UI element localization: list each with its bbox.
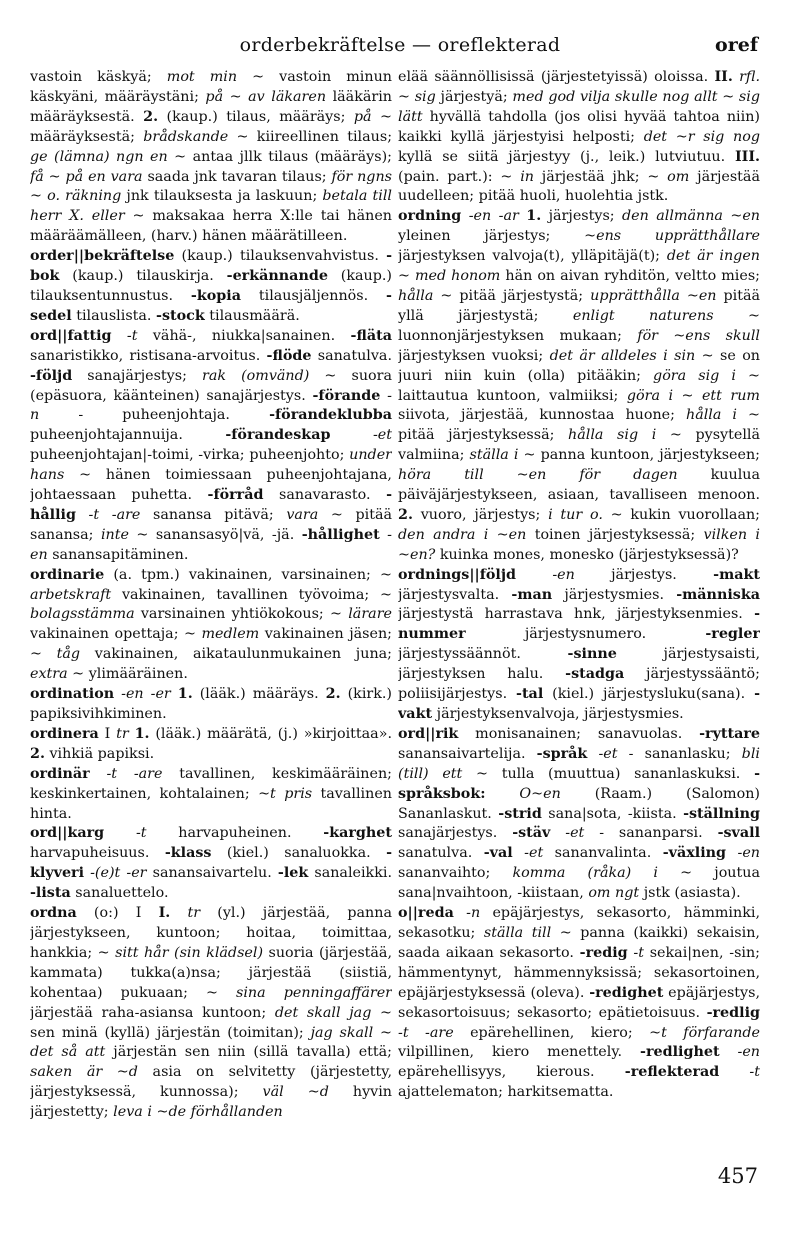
dictionary-entry bbox=[398, 904, 760, 1103]
italic-text: ställa i ~ bbox=[469, 447, 536, 464]
entry-text: järjestää jhk; bbox=[533, 168, 648, 185]
headword: ord||rik bbox=[398, 725, 459, 742]
italic-text: -en bbox=[30, 526, 392, 563]
entry-text: sana|sota, -kiista. bbox=[541, 805, 684, 822]
headword: -nummer bbox=[398, 606, 760, 643]
headword: III. bbox=[734, 148, 760, 165]
italic-text: hålla sig i ~ bbox=[568, 427, 682, 444]
italic-text: det ~r sig nog bbox=[643, 128, 760, 145]
entry-text: tilausjäljennös. bbox=[241, 287, 387, 304]
headword: -redlighet bbox=[640, 1044, 720, 1061]
headword: ordning bbox=[398, 208, 462, 225]
entry-text: (lääk.) määrätä, (j.) »kirjoittaa». bbox=[149, 725, 392, 742]
headword: -vakt bbox=[398, 686, 760, 722]
entry-text: vastoin minun käskyäni, määräystäni; bbox=[30, 69, 392, 105]
entry-text: (kaup.) tilauksenvahvistus. bbox=[174, 248, 387, 265]
entry-text: vakinainen, aikataulunmukainen juna; bbox=[80, 646, 392, 663]
entry-text: sekai|nen, -sin; hämmentynyt, hämmennyksissä; sekasortoinen, epäjärjestyksessä (oleva). bbox=[398, 944, 760, 1001]
headword: -stock bbox=[156, 307, 205, 324]
entry-text: panna kuntoon, järjestykseen; bbox=[535, 447, 760, 464]
entry-text: järjestysmies. bbox=[552, 586, 677, 603]
italic-text: -(e)t -er bbox=[84, 865, 147, 882]
headword: -ryttare bbox=[699, 725, 760, 742]
italic-text: om ngt bbox=[588, 885, 640, 902]
italic-text: för ngns ~ o. räkning bbox=[30, 168, 392, 205]
entry-text bbox=[170, 905, 187, 921]
italic-text: tr bbox=[116, 725, 129, 742]
italic-text: -t -are bbox=[89, 765, 163, 782]
italic-text: O~en bbox=[519, 785, 561, 802]
italic-text: väl ~d bbox=[262, 1084, 329, 1101]
entry-text: epäjärjestys, sekasorto, hämminki, sekasotku; bbox=[398, 905, 760, 941]
headword: -förandeskap bbox=[225, 427, 331, 444]
entry-text: sanansaivartelija. bbox=[398, 745, 537, 762]
entry-text: kyllä se siitä järjestyy (j., leik.) lutviutuu. bbox=[398, 148, 735, 165]
italic-text: brådskande ~ bbox=[143, 128, 249, 145]
italic-text: -et bbox=[330, 427, 392, 444]
entry-text: (a. tpm.) vakinainen, varsinainen; bbox=[104, 566, 381, 583]
italic-text: på ~ av läkaren bbox=[205, 88, 327, 105]
entry-text: monisanainen; sanavuolas. bbox=[458, 725, 700, 742]
italic-text: saken är ~d bbox=[30, 1064, 138, 1081]
headword: -sedel bbox=[30, 287, 392, 324]
page-header bbox=[0, 34, 800, 64]
italic-text: ~ sig bbox=[398, 88, 436, 105]
entry-text: tilauslista. bbox=[71, 307, 157, 324]
entry-text: saada jnk tavaran tilaus; bbox=[142, 168, 332, 185]
italic-text: -t bbox=[627, 944, 644, 961]
italic-text: -n bbox=[30, 387, 392, 424]
entry-text: vakinainen, tavallinen työvoima; bbox=[111, 586, 381, 603]
italic-text: det skall jag ~ bbox=[274, 1004, 392, 1021]
entry-text: tavallinen hinta. bbox=[30, 785, 392, 822]
italic-text: inte ~ bbox=[100, 526, 149, 543]
headword: -förande bbox=[312, 387, 381, 404]
entry-text: jstk (asiasta). bbox=[639, 885, 741, 902]
entry-text: kuulua päiväjärjestykseen, asiaan, tavalliseen menoon. bbox=[398, 467, 760, 504]
entry-text: (kirk.) papiksivihkiminen. bbox=[30, 686, 392, 722]
italic-text: göra sig i ~ bbox=[653, 367, 760, 384]
entry-text: järjestysaisti, järjestyksen halu. bbox=[398, 646, 760, 683]
entry-text: panna (kaikki) sekaisin, saada aikaan sekasorto. bbox=[398, 924, 760, 961]
headword: -kopia bbox=[190, 287, 241, 304]
entry-text: - sananparsi. bbox=[584, 825, 718, 842]
entry-text: järjestyksen vuoksi; bbox=[398, 347, 550, 364]
italic-text: -et bbox=[550, 825, 585, 842]
headword: -språksbok: bbox=[398, 765, 760, 802]
entry-text: järjestystä harrastava hnk, järjestyksenmies. bbox=[398, 606, 755, 623]
dictionary-entry bbox=[30, 904, 392, 1123]
italic-text: upprätthålla ~en bbox=[590, 287, 717, 304]
headword: -man bbox=[511, 586, 553, 603]
italic-text: ~ arbetskraft bbox=[30, 566, 392, 603]
dictionary-entry bbox=[398, 207, 760, 565]
entry-text: se on juuri niin kuin (olla) pitääkin; bbox=[398, 347, 760, 384]
italic-text: ~ in bbox=[500, 168, 534, 185]
headword: -tal bbox=[516, 686, 544, 703]
italic-text: betala till herr X. eller ~ bbox=[30, 188, 392, 225]
entry-text: sanajärjestys; bbox=[72, 367, 202, 384]
italic-text: ~ bolagsstämma bbox=[30, 586, 392, 623]
headword: ord||fattig bbox=[30, 327, 112, 344]
entry-text: sen minä (kyllä) järjestän (toimitan); bbox=[30, 1024, 311, 1041]
entry-text: (kaup.) tilauskirja. bbox=[59, 268, 227, 285]
entry-text: vähä-, niukka|sanainen. bbox=[137, 327, 351, 344]
entry-text: (kiel.) järjestysluku(sana). bbox=[543, 686, 755, 703]
entry-text: harvapuheisuus. bbox=[30, 845, 165, 862]
entry-text: järjestysnumero. bbox=[465, 626, 706, 643]
entry-text: kukin vuorollaan; bbox=[622, 506, 760, 523]
dictionary-entry bbox=[30, 765, 392, 825]
headword: -fläta bbox=[350, 327, 392, 344]
page-number: 457 bbox=[717, 1164, 758, 1188]
entry-text: pitää järjestystä; bbox=[452, 287, 591, 304]
italic-text: bli (till) ett ~ bbox=[398, 745, 760, 782]
entry-text: järjestyksen valvoja(t), ylläpitäjä(t); bbox=[398, 248, 667, 265]
italic-text: komma (råka) i ~ bbox=[512, 865, 693, 882]
headword: -klass bbox=[164, 845, 212, 862]
italic-text: -t bbox=[719, 1064, 760, 1081]
headword: ordnings||följd bbox=[398, 566, 517, 583]
italic-text: -t bbox=[104, 825, 147, 842]
entry-text: luonnonjärjestyksen mukaan; bbox=[398, 327, 638, 344]
italic-text: ~ tåg bbox=[30, 646, 81, 663]
entry-text: sanatulva. bbox=[398, 845, 484, 862]
entry-text: varsinainen yhtiökokous; bbox=[134, 606, 330, 623]
dictionary-entry bbox=[30, 824, 392, 904]
italic-text: -t -are bbox=[75, 506, 141, 523]
entry-text: järjestyä; bbox=[435, 88, 513, 105]
entry-text: pitää yllä järjestystä; bbox=[398, 287, 760, 324]
italic-text: hålla i ~ bbox=[685, 407, 760, 424]
italic-text: extra ~ bbox=[30, 666, 85, 683]
headword: -stäv bbox=[512, 825, 551, 842]
italic-text: hålla ~ bbox=[398, 287, 453, 304]
italic-text: ~t pris bbox=[258, 785, 313, 802]
italic-text: rak (omvänd) ~ bbox=[201, 367, 337, 384]
italic-text: för ~ens skull bbox=[637, 327, 760, 344]
entry-text: hyvällä tahdolla (jos olisi hyvää tahtoa niin) kaikki kyllä järjestyisi helposti; bbox=[398, 108, 760, 145]
right-column bbox=[398, 68, 760, 1168]
headword: 1. bbox=[177, 686, 193, 703]
headword: -hållig bbox=[30, 487, 392, 523]
entry-text: siivota, järjestää, kunnostaa huone; bbox=[398, 407, 686, 424]
italic-text: jag skall ~ det så att bbox=[30, 1024, 392, 1061]
italic-text: det är ingen ~ med honom bbox=[398, 248, 760, 285]
entry-text: sanajärjestys. bbox=[398, 825, 513, 842]
italic-text: -en bbox=[719, 1044, 760, 1061]
entry-text: tulla (muuttua) sananlaskuksi. bbox=[488, 765, 755, 782]
italic-text: -t bbox=[111, 327, 138, 344]
entry-text: (kaup.) tilaus, määräys; bbox=[158, 108, 354, 125]
entry-text: (kaup.) tilauksentunnustus. bbox=[30, 268, 392, 304]
headword: -ställning bbox=[683, 805, 760, 822]
entry-text: asia on selvitetty (järjestetty, järjestyksessä, kunnossa); bbox=[30, 1064, 392, 1101]
entry-text: maksakaa herra X:lle tai hänen määräämälleen, (harv.) hänen määrätilleen. bbox=[30, 208, 392, 245]
italic-text: under hans ~ bbox=[30, 447, 392, 484]
headword: 2. bbox=[143, 108, 159, 125]
entry-text: järjestää raha-asiansa kuntoon; bbox=[30, 1004, 275, 1021]
italic-text: med god vilja skulle nog allt ~ sig lätt bbox=[398, 88, 760, 125]
headword: ord||karg bbox=[30, 825, 105, 842]
italic-text: tr bbox=[187, 905, 201, 922]
entry-text: järjestysvalta. bbox=[398, 586, 512, 603]
headword: -erkännande bbox=[226, 268, 328, 285]
italic-text: den andra i ~en bbox=[398, 526, 527, 543]
italic-text: ~ens upprätthållare bbox=[584, 228, 760, 245]
dictionary-entry bbox=[398, 566, 760, 725]
entry-text: suoria (järjestää, kammata) tukka(a)nsa; järjestää (siistiä, kohentaa) pukuaan; bbox=[30, 944, 392, 1001]
entry-text: sanatulva. bbox=[311, 347, 392, 364]
entry-text: (yl.) järjestää, panna järjestykseen, kuntoon; hoitaa, toimittaa, hankkia; bbox=[30, 905, 392, 961]
italic-text: rfl. bbox=[739, 69, 760, 85]
entry-text: (o:) I bbox=[76, 905, 159, 922]
entry-text: yleinen järjestys; bbox=[398, 228, 585, 245]
entry-text: ylimääräinen. bbox=[84, 666, 188, 683]
left-column bbox=[30, 68, 392, 1168]
entry-text: järjestyssääntö; poliisijärjestys. bbox=[398, 666, 760, 703]
dictionary-entry bbox=[30, 68, 392, 247]
entry-text: jnk tilauksesta ja laskuun; bbox=[121, 188, 323, 205]
headword: -stadga bbox=[565, 666, 625, 683]
headword: -redlig bbox=[706, 1004, 760, 1021]
headword: ordination bbox=[30, 686, 115, 703]
entry-text: vakinainen opettaja; bbox=[30, 626, 184, 643]
headword: -reflekterad bbox=[624, 1064, 720, 1081]
headword: 1. bbox=[134, 725, 150, 742]
italic-text: -et bbox=[512, 845, 544, 862]
headword: -förråd bbox=[207, 487, 264, 504]
entry-text: määräyksestä; bbox=[30, 128, 144, 145]
headword: 2. bbox=[30, 745, 45, 762]
entry-text: sanansasyö|vä, -jä. bbox=[148, 526, 302, 543]
headword: o||reda bbox=[398, 905, 454, 922]
entry-text: vakinainen jäsen; bbox=[259, 626, 392, 643]
italic-text: vara ~ bbox=[286, 506, 343, 523]
entry-text: hänen toimiessaan puheenjohtajana, johtaessaan puhetta. bbox=[30, 467, 392, 504]
entry-text: I bbox=[98, 725, 117, 742]
entry-text: sanansa pitävä; bbox=[140, 506, 287, 523]
entry-text: tavallinen, keskimääräinen; keskinkertainen, kohtalainen; bbox=[30, 765, 392, 802]
entry-text: järjestyksenvalvoja, järjestysmies. bbox=[432, 706, 684, 722]
italic-text: ~ sitt hår (sin klädsel) bbox=[97, 944, 264, 961]
italic-text: höra till ~en för dagen bbox=[398, 467, 678, 484]
dictionary-entry bbox=[398, 725, 760, 904]
entry-text bbox=[486, 786, 520, 802]
headword: -karghet bbox=[323, 825, 392, 842]
entry-text: - puheenjohtaja. bbox=[39, 407, 270, 424]
italic-text: på ~ bbox=[353, 108, 392, 125]
headword: -förandeklubba bbox=[269, 407, 392, 424]
italic-text: i tur o. ~ bbox=[548, 506, 623, 523]
entry-text: järjestää uudelleen; pitää huoli, huolehtia jstk. bbox=[398, 168, 760, 205]
italic-text: -en bbox=[726, 845, 760, 862]
entry-text: antaa jllk tilaus (määräys); bbox=[186, 148, 392, 165]
entry-text: pysytellä valmiina; bbox=[398, 427, 760, 464]
headword: -bok bbox=[30, 248, 392, 285]
headword: ordinera bbox=[30, 725, 99, 742]
italic-text: ~ lärare bbox=[330, 606, 392, 623]
entry-text: suora (epäsuora, käänteinen) sanajärjestys. bbox=[30, 367, 392, 404]
entry-text: vuoro, järjestys; bbox=[412, 506, 549, 523]
entry-text: elää säännöllisissä (järjestetyissä) oloissa. bbox=[398, 69, 715, 85]
italic-text: ~t förfarande bbox=[649, 1024, 760, 1041]
entry-text: pitää järjestyksessä; bbox=[398, 427, 569, 444]
dictionary-entry bbox=[30, 247, 392, 327]
entry-text: hän on aivan ryhditön, veltto mies; bbox=[500, 268, 760, 285]
entry-text: sanaristikko, ristisana-arvoitus. bbox=[30, 347, 267, 364]
guide-word: oref bbox=[715, 34, 758, 56]
entry-text: sanaluettelo. bbox=[70, 885, 169, 902]
entry-text: kuinka mones, monesko (järjestyksessä)? bbox=[435, 546, 739, 563]
entry-text: sanavarasto. bbox=[263, 487, 387, 504]
entry-text: järjestyssäännöt. bbox=[398, 646, 568, 663]
entry-text: sananvalinta. bbox=[543, 845, 663, 862]
headword: ordinarie bbox=[30, 566, 105, 583]
italic-text: -n bbox=[453, 905, 481, 922]
entry-text: sananvaihto; bbox=[398, 865, 513, 882]
italic-text: ge (lämna) ngn en ~ bbox=[30, 148, 187, 165]
headword: -strid bbox=[498, 805, 542, 822]
headword: -växling bbox=[662, 845, 727, 862]
italic-text: ~ sina penningaffärer bbox=[205, 984, 392, 1001]
entry-text: vihkiä papiksi. bbox=[44, 745, 155, 762]
italic-text: det är alldeles i sin ~ bbox=[549, 347, 714, 364]
headword: order||bekräftelse bbox=[30, 248, 175, 265]
entry-text: puheenjohtajannuija. bbox=[30, 427, 226, 444]
entry-text: sanansaivartelu. bbox=[146, 865, 278, 882]
headword: -språk bbox=[536, 745, 588, 762]
entry-text: (pain. part.): bbox=[398, 168, 501, 185]
entry-text: ajattelematon; harkitsematta. bbox=[398, 1084, 614, 1101]
italic-text: den allmänna ~en bbox=[622, 208, 760, 225]
dictionary-entry bbox=[30, 566, 392, 685]
italic-text: mot min ~ bbox=[166, 69, 265, 85]
headword: -människa bbox=[676, 586, 760, 603]
entry-text: epärehellisyys, kierous. bbox=[398, 1064, 625, 1081]
entry-text: sanansapitäminen. bbox=[47, 546, 189, 563]
headword: -svall bbox=[717, 825, 760, 842]
italic-text: leva i ~de förhållanden bbox=[113, 1104, 283, 1121]
italic-text: -et bbox=[587, 745, 618, 762]
dictionary-entry bbox=[30, 725, 392, 765]
italic-text: -en bbox=[516, 566, 575, 583]
italic-text: -en -er bbox=[114, 686, 171, 703]
italic-text: ställa till ~ bbox=[483, 924, 572, 941]
headword: ordinär bbox=[30, 765, 90, 782]
entry-text: järjestys; bbox=[541, 208, 623, 225]
headword: -regler bbox=[705, 626, 760, 643]
entry-text: tilausmäärä. bbox=[204, 307, 300, 324]
entry-text: - sananlasku; bbox=[617, 745, 742, 762]
italic-text: -en -ar bbox=[461, 208, 519, 225]
headword: -följd bbox=[30, 367, 73, 384]
entry-text: hyvin järjestetty; bbox=[30, 1084, 392, 1121]
italic-text: vilken i ~en? bbox=[398, 526, 760, 563]
entry-text: vilpillinen, kiero menettely. bbox=[398, 1044, 641, 1061]
dictionary-entry bbox=[30, 327, 392, 566]
entry-text: (kiel.) sanaluokka. bbox=[211, 845, 387, 862]
headword: -klyveri bbox=[30, 845, 392, 882]
dictionary-entry bbox=[30, 685, 392, 725]
headword: II. bbox=[714, 69, 733, 85]
headword: -makt bbox=[713, 566, 760, 583]
italic-text: enligt naturens ~ bbox=[572, 307, 760, 324]
entry-text: harvapuheinen. bbox=[146, 825, 324, 842]
entry-text: lääkärin määräyksestä. bbox=[30, 88, 392, 125]
headword: -flöde bbox=[266, 347, 312, 364]
headword: -lek bbox=[277, 865, 309, 882]
headword: -sinne bbox=[567, 646, 617, 663]
headword: -val bbox=[483, 845, 513, 862]
headword: 2. bbox=[325, 686, 341, 703]
entry-text bbox=[171, 686, 178, 702]
entry-text: kiireellinen tilaus; bbox=[248, 128, 392, 145]
entry-text: epärehellinen, kiero; bbox=[453, 1024, 650, 1041]
entry-text: puheenjohtajan|-toimi, -virka; puheenjohto; bbox=[30, 447, 350, 464]
italic-text: ~ medlem bbox=[184, 626, 260, 643]
dictionary-entry bbox=[398, 68, 760, 207]
headword: -lista bbox=[30, 885, 71, 902]
headword: -hållighet bbox=[301, 526, 380, 543]
entry-text: (Raam.) (Salomon) Sananlaskut. bbox=[398, 785, 760, 822]
entry-text: sanaleikki. bbox=[308, 865, 392, 882]
headword: ordna bbox=[30, 905, 77, 922]
entry-text: epäjärjestys, sekasortoisuus; sekasorto; epätietoisuus. bbox=[398, 984, 760, 1021]
italic-text: göra i ~ ett rum bbox=[626, 387, 760, 404]
italic-text: -t -are bbox=[398, 1024, 454, 1041]
headword: -redighet bbox=[589, 984, 664, 1001]
running-head: orderbekräftelse — oreflekterad bbox=[239, 34, 561, 56]
headword: 2. bbox=[398, 506, 413, 523]
entry-text: järjestän sen niin (sillä tavalla) että; bbox=[105, 1044, 392, 1061]
italic-text: ~ om bbox=[647, 168, 690, 185]
headword: I. bbox=[158, 905, 171, 922]
headword: 1. bbox=[526, 208, 542, 225]
entry-text: vastoin käskyä; bbox=[30, 69, 167, 85]
entry-text: järjestys. bbox=[574, 566, 714, 583]
entry-text: toinen järjestyksessä; bbox=[526, 526, 704, 543]
italic-text: få ~ på en vara bbox=[30, 168, 143, 185]
entry-text: joutua sana|nvaihtoon, -kiistaan, bbox=[398, 865, 760, 902]
headword: -redig bbox=[579, 944, 628, 961]
entry-text: laittautua kuntoon, valmiiksi; bbox=[398, 387, 627, 404]
entry-text: pitää sanansa; bbox=[30, 506, 392, 543]
entry-text: (lääk.) määräys. bbox=[192, 686, 326, 703]
